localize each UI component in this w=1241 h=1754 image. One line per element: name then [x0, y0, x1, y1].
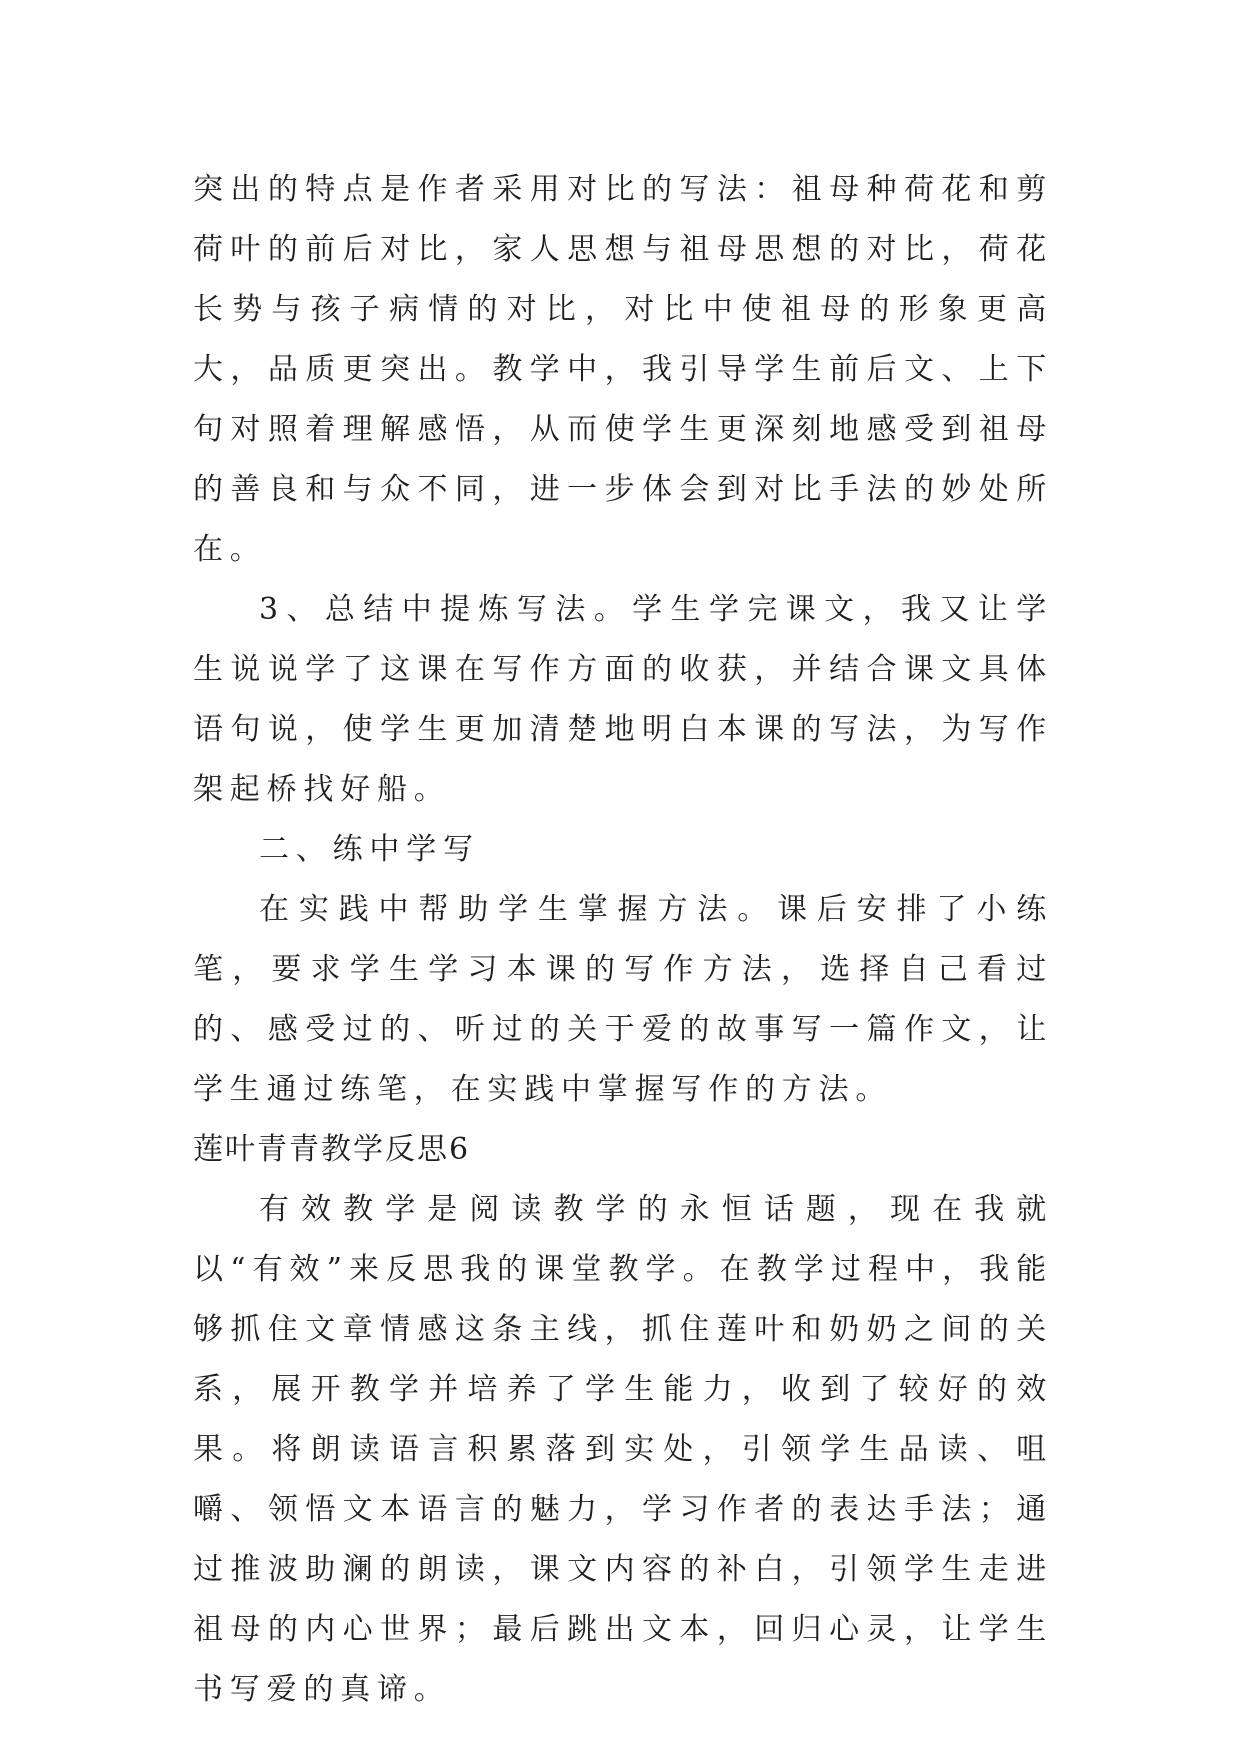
- section-title-reflection-6: 莲叶青青教学反思6: [193, 1132, 471, 1167]
- paragraph-comparison-technique: 突出的特点是作者采用对比的写法：祖母种荷花和剪荷叶的前后对比，家人思想与祖母思想的对比，荷花长势与孩子病情的对比，对比中使祖母的形象更高大，品质更突出。教学中，我引导学生前后文、上下句对照着理解感悟，从而使学生更深刻地感受到祖母的善良和与众不同，进一步体会到对比手法的妙处所在。: [193, 172, 1053, 567]
- paragraph-effective-teaching: 有效教学是阅读教学的永恒话题，现在我就以“有效”来反思我的课堂教学。在教学过程中，我能够抓住文章情感这条主线，抓住莲叶和奶奶之间的关系，展开教学并培养了学生能力，收到了较好的效果。将朗读语言积累落到实处，引领学生品读、咀嚼、领悟文本语言的魅力，学习作者的表达手法；通过推波助澜的朗读，课文内容的补白，引领学生走进祖母的内心世界；最后跳出文本，回归心灵，让学生书写爱的真谛。: [193, 1192, 1053, 1707]
- paragraph-practice-in-action: 在实践中帮助学生掌握方法。课后安排了小练笔，要求学生学习本课的写作方法，选择自己看过的、感受过的、听过的关于爱的故事写一篇作文，让学生通过练笔，在实践中掌握写作的方法。: [193, 892, 1053, 1107]
- document-body: [193, 160, 1053, 1720]
- paragraph-summary-writing-method: 3、总结中提炼写法。学生学完课文，我又让学生说说学了这课在写作方面的收获，并结合课文具体语句说，使学生更加清楚地明白本课的写法，为写作架起桥找好船。: [193, 592, 1053, 807]
- section-heading-practice-writing: 二、练中学写: [259, 832, 480, 867]
